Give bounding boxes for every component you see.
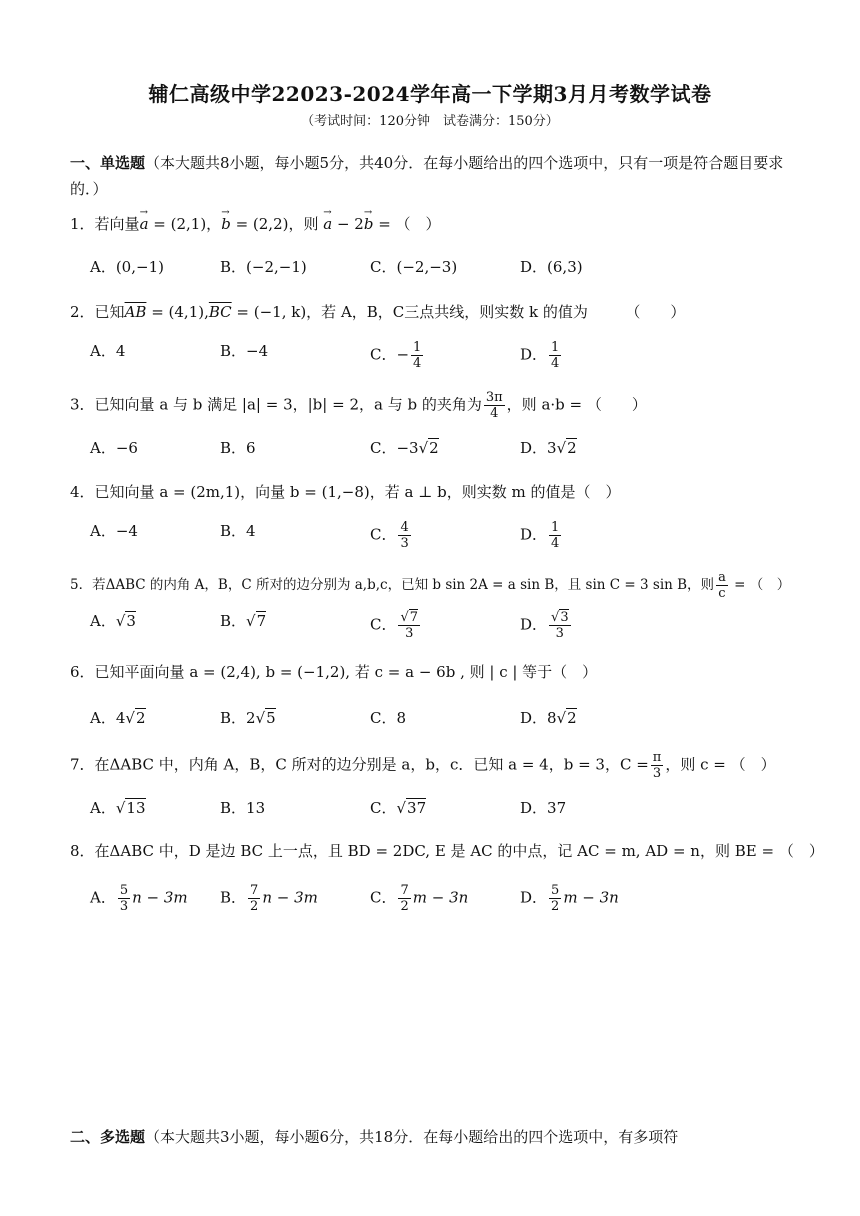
section-2-description: （本大题共3小题，每小题6分，共18分．在每小题给出的四个选项中，有多项符 <box>145 1128 679 1146</box>
fraction-denominator: 2 <box>400 899 409 914</box>
option-d[interactable]: D．(6,3) <box>520 258 583 276</box>
fraction <box>651 750 664 781</box>
q-text: 已知向量 a = (2m,1)，向量 b = (1,−8)，若 a ⊥ b，则实数 m 的值是（ ） <box>94 483 621 501</box>
q-text: = （ ） <box>373 215 441 233</box>
vector-b: → b <box>221 213 231 235</box>
fraction <box>549 883 561 914</box>
option-a[interactable]: A．−6 <box>90 439 138 457</box>
fraction-numerator: 4 <box>400 520 409 535</box>
q-text: = (2,2)，则 <box>230 215 324 233</box>
option-label: A．4 <box>90 709 126 727</box>
question-6 <box>70 661 800 683</box>
fraction-numerator: 1 <box>413 340 422 355</box>
question-number: 1． <box>70 215 95 233</box>
sqrt-radicand: 5 <box>266 709 276 727</box>
option-a[interactable]: A．√3 <box>90 612 136 630</box>
option-a[interactable]: A．√13 <box>90 799 146 817</box>
question-number: 2． <box>70 303 95 321</box>
option-a[interactable] <box>90 883 188 914</box>
option-label: D． <box>520 615 548 634</box>
sqrt-radicand: 7 <box>256 612 267 630</box>
question-3-options <box>90 437 790 477</box>
question-number: 8． <box>70 842 95 860</box>
fraction-denominator: 4 <box>413 356 422 371</box>
q-text: 已知 <box>94 303 125 321</box>
sqrt-radicand: 7 <box>409 610 419 625</box>
option-b[interactable]: B．13 <box>220 799 266 817</box>
option-label: B． <box>220 888 247 907</box>
fraction-denominator: 3 <box>652 766 662 781</box>
question-1 <box>70 213 800 235</box>
option-a[interactable]: A．(0,−1) <box>90 258 164 276</box>
option-b[interactable]: B．(−2,−1) <box>220 258 307 276</box>
fraction-denominator: 2 <box>250 899 259 914</box>
option-d[interactable]: D．3√2 <box>520 439 577 457</box>
question-number: 5． <box>70 577 93 593</box>
option-c[interactable] <box>370 340 425 371</box>
fraction-denominator: c <box>718 586 726 601</box>
fraction-numerator: √7 <box>400 610 419 625</box>
fraction <box>484 390 505 421</box>
option-c[interactable] <box>370 520 413 551</box>
question-number: 3． <box>70 395 95 414</box>
fraction-numerator: 7 <box>250 883 259 898</box>
option-label: D． <box>520 888 548 907</box>
question-2 <box>70 301 800 323</box>
option-label: A． <box>90 799 116 817</box>
q-text: = (−1, k)，若 A，B，C三点共线，则实数 k 的值为 （ ） <box>231 303 686 321</box>
section-1-description: （本大题共8小题，每小题5分，共40分．在每小题给出的四个选项中，只有一项是符合题目要求的．） <box>70 154 784 198</box>
sqrt-radicand: 13 <box>126 799 146 817</box>
option-c[interactable] <box>370 883 468 914</box>
sqrt-radicand: 37 <box>407 799 427 817</box>
question-4-options <box>90 520 790 560</box>
option-a[interactable]: A．4 <box>90 342 126 360</box>
sqrt-radicand: 2 <box>567 709 577 727</box>
fraction <box>398 610 420 641</box>
option-d[interactable]: D．37 <box>520 799 567 817</box>
vector-b: → b <box>364 213 374 235</box>
page-title: 辅仁高级中学22023-2024学年高一下学期3月月考数学试卷 <box>148 82 712 106</box>
vector-a: → a <box>140 213 149 235</box>
option-a[interactable]: A．4√2 <box>90 709 146 727</box>
option-b[interactable]: B．2√5 <box>220 709 276 727</box>
question-5 <box>70 570 800 601</box>
option-c[interactable] <box>370 610 422 641</box>
section-1-heading <box>70 150 790 202</box>
sqrt-radicand: 3 <box>560 610 569 625</box>
section-2-heading <box>70 1124 800 1150</box>
option-d[interactable] <box>520 883 619 914</box>
fraction-denominator: 3 <box>119 899 129 914</box>
question-5-options <box>90 610 790 650</box>
option-label: A． <box>90 612 116 630</box>
fraction-numerator: a <box>718 570 726 585</box>
option-label: C． <box>370 799 397 817</box>
question-3 <box>70 390 800 421</box>
option-label: D． <box>520 345 548 364</box>
fraction-denominator: 3 <box>405 626 414 641</box>
fraction <box>248 883 260 914</box>
sqrt-radicand: 3 <box>126 612 136 630</box>
question-2-options <box>90 340 790 380</box>
q-text: ，则 c = （ ） <box>665 755 776 774</box>
sqrt-radicand: 2 <box>567 439 577 457</box>
option-label: D．8 <box>520 709 557 727</box>
option-label: C．− <box>370 345 410 364</box>
q-text: ，则 a·b = （ ） <box>506 395 647 414</box>
fraction <box>411 340 423 371</box>
fraction-numerator: √3 <box>551 610 569 625</box>
option-label: C． <box>370 615 397 634</box>
sqrt-radicand: 2 <box>429 439 439 457</box>
question-7-options <box>90 797 790 837</box>
page-subtitle: （考试时间：120分钟 试卷满分：150分） <box>301 114 559 129</box>
fraction-numerator: 5 <box>119 883 129 898</box>
vector-bc: $\overline{BC}$ <box>208 303 232 321</box>
option-b[interactable]: B．√7 <box>220 612 267 630</box>
option-expression: n − 3m <box>132 888 188 907</box>
fraction <box>716 570 728 601</box>
fraction <box>118 883 130 914</box>
fraction-denominator: 3 <box>555 626 564 641</box>
option-expression: n − 3m <box>262 888 318 907</box>
option-d[interactable]: D．8√2 <box>520 709 577 727</box>
option-c[interactable]: C．√37 <box>370 799 427 817</box>
question-8-options <box>90 883 790 923</box>
question-6-options <box>90 707 790 747</box>
option-label: C． <box>370 888 397 907</box>
fraction-numerator: 1 <box>551 520 560 535</box>
option-expression: m − 3n <box>412 888 469 907</box>
option-c[interactable]: C．8 <box>370 709 407 727</box>
q-text: = （ ） <box>729 577 791 593</box>
vector-a: → a <box>323 213 332 235</box>
fraction-denominator: 4 <box>490 406 499 421</box>
question-4 <box>70 481 800 503</box>
option-label: B．2 <box>220 709 256 727</box>
option-d[interactable] <box>520 610 573 641</box>
fraction-numerator: 5 <box>551 883 560 898</box>
q-text: 已知向量 a 与 b 满足 |a| = 3，|b| = 2，a 与 b 的夹角为 <box>94 395 482 414</box>
fraction-denominator: 2 <box>551 899 560 914</box>
fraction-numerator: π <box>652 750 662 765</box>
fraction-denominator: 3 <box>400 536 409 551</box>
option-label: D． <box>520 525 548 544</box>
fraction <box>549 340 561 371</box>
q-text: 在ΔABC 中，内角 A，B，C 所对的边分别是 a，b，c．已知 a = 4，b = 3，C = <box>94 755 649 774</box>
fraction-numerator: 3π <box>485 390 503 405</box>
option-label: B． <box>220 612 247 630</box>
vector-ab: $\overline{AB}$ <box>124 303 147 321</box>
question-number: 6． <box>70 663 95 681</box>
q-text: = (4,1), <box>146 303 209 321</box>
q-text: − 2 <box>332 215 364 233</box>
fraction-denominator: 4 <box>551 356 560 371</box>
fraction-numerator: 7 <box>400 883 409 898</box>
fraction-denominator: 4 <box>551 536 560 551</box>
option-b[interactable]: B．−4 <box>220 342 269 360</box>
fraction <box>549 520 561 551</box>
question-8 <box>70 840 824 862</box>
sqrt-radicand: 2 <box>135 709 146 727</box>
option-b[interactable]: B．6 <box>220 439 256 457</box>
question-number: 7． <box>70 755 95 774</box>
section-1-label: 一、单选题 <box>70 154 146 172</box>
fraction <box>398 883 410 914</box>
q-text: = (2,1)， <box>148 215 222 233</box>
q-text: 在ΔABC 中，D 是边 BC 上一点，且 BD = 2DC, E 是 AC 的中点，记 AC = m, AD = n，则 BE = （ ） <box>94 842 824 860</box>
section-2-label: 二、多选题 <box>70 1128 146 1146</box>
option-a[interactable]: A．−4 <box>90 522 138 540</box>
q-text: 已知平面向量 a = (2,4), b = (−1,2), 若 c = a − 6b , 则 | c | 等于（ ） <box>94 663 598 681</box>
option-d[interactable] <box>520 340 563 371</box>
q-text: 若向量 <box>94 215 140 233</box>
option-b[interactable] <box>220 883 318 914</box>
option-label: C．−3 <box>370 439 419 457</box>
q-text: 若ΔABC 的内角 A，B，C 所对的边分别为 a,b,c，已知 b sin 2A = a sin B，且 sin C = 3 sin B，则 <box>92 577 715 593</box>
option-b[interactable]: B．4 <box>220 522 256 540</box>
option-c[interactable]: C．−3√2 <box>370 439 439 457</box>
question-1-options <box>90 256 790 296</box>
question-7 <box>70 750 800 781</box>
option-d[interactable] <box>520 520 563 551</box>
option-label: C． <box>370 525 397 544</box>
option-label: D．3 <box>520 439 557 457</box>
option-expression: m − 3n <box>563 888 619 907</box>
question-number: 4． <box>70 483 95 501</box>
option-c[interactable]: C．(−2,−3) <box>370 258 458 276</box>
option-label: A． <box>90 888 116 907</box>
fraction <box>398 520 410 551</box>
fraction-numerator: 1 <box>551 340 560 355</box>
fraction <box>549 610 571 641</box>
